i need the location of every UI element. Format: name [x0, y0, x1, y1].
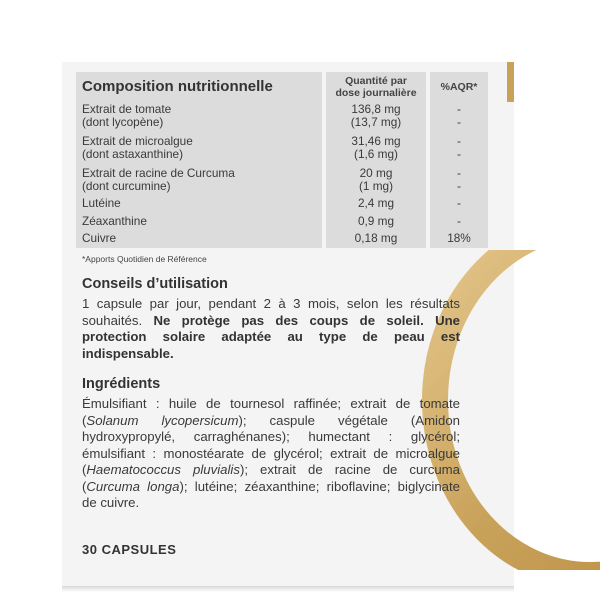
table-row-qty-sub: (13,7 mg): [350, 115, 402, 129]
gold-accent-bar: [507, 62, 514, 102]
table-row-qty: 20 mg: [359, 166, 393, 180]
aqr-footnote: *Apports Quotidien de Référence: [82, 254, 207, 264]
table-row-subname: (dont lycopène): [82, 115, 164, 129]
table-row-qty: 136,8 mg: [351, 102, 401, 116]
ingredients-part: ); lutéine; zéaxanthine; riboflavine; biglycinate de cuivre.: [82, 478, 460, 510]
table-header-aqr: %AQR*: [440, 81, 478, 93]
conseils-text: [82, 296, 460, 362]
conseils-title: Conseils d’utilisation: [82, 276, 228, 292]
ingredients-part: ); caspule végétale (Amidon hydroxypropylé, carraghénanes); humectant : glycérol; émulsifiant : monostéarate de glycérol; extrait de microalgue (: [82, 412, 460, 477]
table-row-qty-sub: (1 mg): [358, 179, 394, 193]
table-header-quantity-line2: dose journalière: [335, 87, 417, 99]
table-row-aqr: -: [457, 214, 461, 228]
ingredients-part: ); extrait de racine de curcuma (: [82, 462, 460, 494]
table-row-aqr: -: [457, 196, 461, 210]
table-row-aqr-sub: -: [457, 147, 461, 161]
ingredients-text: [82, 396, 460, 512]
table-row-qty: 0,18 mg: [354, 231, 398, 245]
conseils-text-bold: Ne protège pas des coups de soleil. Une protection solaire adaptée au type de peau est indispensable.: [82, 312, 460, 361]
panel-bottom-edge: [62, 586, 514, 592]
table-row-qty: 2,4 mg: [357, 196, 395, 210]
conseils-text-regular: 1 capsule par jour, pendant 2 à 3 mois, selon les résultats souhaités.: [82, 296, 460, 328]
table-row-aqr: -: [457, 102, 461, 116]
ingredients-title: Ingrédients: [82, 376, 161, 392]
capsule-count: 30 CAPSULES: [82, 542, 177, 557]
table-row-name: Lutéine: [82, 196, 121, 210]
ingredients-latin-name: Curcuma longa: [86, 478, 180, 494]
table-row-aqr: -: [457, 166, 461, 180]
table-row-aqr-sub: -: [457, 115, 461, 129]
table-row-subname: (dont curcumine): [82, 179, 171, 193]
table-row-qty: 31,46 mg: [351, 134, 401, 148]
table-row-aqr: 18%: [447, 231, 471, 245]
ingredients-part: Émulsifiant : huile de tournesol raffinée; extrait de tomate (: [82, 396, 460, 428]
table-row-name: Extrait de racine de Curcuma: [82, 166, 235, 180]
nutrition-table: [76, 72, 500, 248]
table-row-aqr: -: [457, 134, 461, 148]
table-header-quantity: [326, 75, 426, 99]
ingredients-latin-name: Solanum lycopersicum: [86, 412, 239, 428]
table-header-quantity-line1: Quantité par: [345, 75, 407, 87]
table-header-composition: Composition nutritionnelle: [82, 78, 273, 95]
table-row-qty: 0,9 mg: [357, 214, 395, 228]
table-row-qty-sub: (1,6 mg): [354, 147, 398, 161]
table-row-subname: (dont astaxanthine): [82, 147, 183, 161]
ingredients-latin-name: Haematococcus pluvialis: [86, 462, 240, 477]
table-row-name: Extrait de microalgue: [82, 134, 193, 148]
table-row-name: Cuivre: [82, 231, 117, 245]
table-row-name: Zéaxanthine: [82, 214, 147, 228]
table-row-aqr-sub: -: [457, 179, 461, 193]
table-row-name: Extrait de tomate: [82, 102, 172, 116]
